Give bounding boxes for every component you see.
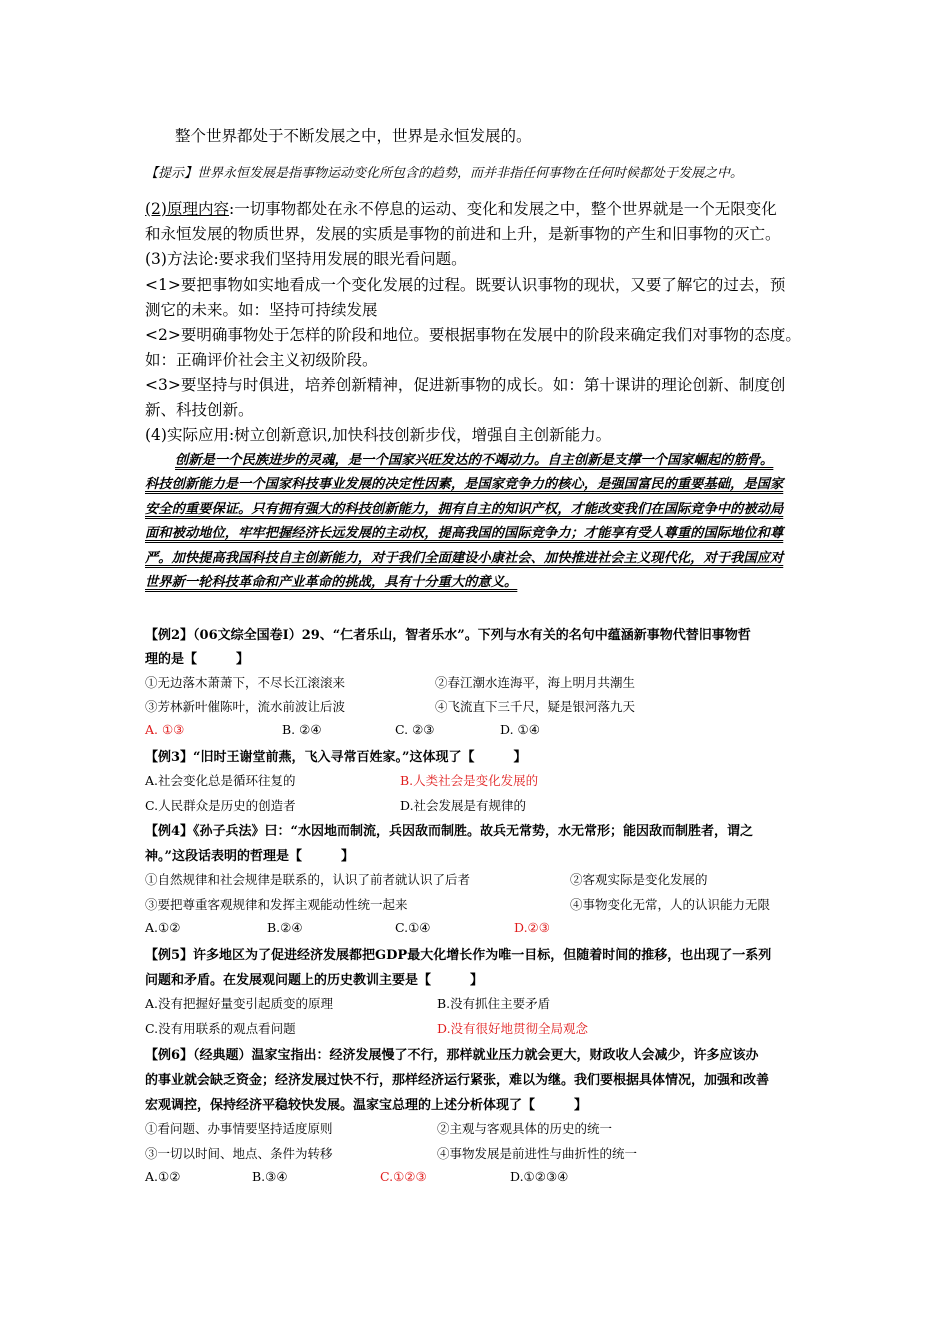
ex4-option-d-answer: D.②③: [514, 920, 550, 935]
note-line-5: 严。加快提高我国科技自主创新能力，对于我们全面建设小康社会、加快推进社会主义现代化，对于我国应对: [145, 551, 784, 566]
ex6-question-line-2: 的事业就会缺乏资金；经济发展过快不行，那样经济运行紧张，难以为继。我们要根据具体情况，加强和改善: [145, 1073, 770, 1088]
ex4-statement-1: ①自然规律和社会规律是联系的，认识了前者就认识了后者: [145, 872, 471, 887]
ex5-question-line-1: 【例5】许多地区为了促进经济发展都把GDP最大化增长作为唯一目标，但随着时间的推移，也出现了一系列: [145, 948, 772, 963]
ex3-option-a: A.社会变化总是循环往复的: [145, 773, 296, 788]
ex6-statement-3: ③一切以时间、地点、条件为转移: [145, 1146, 333, 1161]
note-line-4: 面和被动地位，牢牢把握经济长远发展的主动权，提高我国的国际竞争力；才能享有受人尊重的国际地位和尊: [145, 526, 784, 541]
ex2-option-b: B. ②④: [282, 722, 322, 737]
ex4-statement-3: ③要把尊重客观规律和发挥主观能动性统一起来: [145, 897, 408, 912]
ex2-statement-2: ②春江潮水连海平，海上明月共潮生: [435, 675, 636, 690]
principle-label: (2)原理内容: [145, 200, 229, 218]
hint-line: 【提示】世界永恒发展是指事物运动变化所包含的趋势，而并非指任何事物在任何时候都处于发展之中。: [145, 166, 744, 181]
ex5-option-a: A.没有把握好量变引起质变的原理: [145, 996, 334, 1011]
method-3-line-2: 新、科技创新。: [145, 401, 254, 419]
ex3-option-d: D.社会发展是有规律的: [400, 798, 527, 813]
application-line: (4)实际应用:树立创新意识,加快科技创新步伐，增强自主创新能力。: [145, 426, 612, 444]
method-line: (3)方法论:要求我们坚持用发展的眼光看问题。: [145, 250, 467, 268]
ex2-statement-4: ④飞流直下三千尺，疑是银河落九天: [435, 699, 636, 714]
principle-line-2: 和永恒发展的物质世界，发展的实质是事物的前进和上升，是新事物的产生和旧事物的灭亡。: [145, 225, 781, 243]
ex5-option-d-answer: D.没有很好地贯彻全局观念: [437, 1021, 589, 1036]
ex2-option-d: D. ①④: [500, 722, 540, 737]
ex4-statement-4: ④事物变化无常，人的认识能力无限: [570, 897, 771, 912]
ex4-question-line-1: 【例4】《孙子兵法》曰：“水因地而制流，兵因敌而制胜。故兵无常势，水无常形；能因敌而制胜者，谓之: [145, 824, 754, 839]
ex3-option-b-answer: B.人类社会是变化发展的: [400, 773, 539, 788]
method-1-line-2: 测它的未来。如：坚持可持续发展: [145, 301, 378, 319]
method-2-line-1: <2>要明确事物处于怎样的阶段和地位。要根据事物在发展中的阶段来确定我们对事物的态度。: [145, 326, 801, 344]
ex3-option-c: C.人民群众是历史的创造者: [145, 798, 296, 813]
ex6-option-b: B.③④: [252, 1169, 288, 1184]
ex5-option-b: B.没有抓住主要矛盾: [437, 996, 551, 1011]
ex6-option-c-answer: C.①②③: [380, 1169, 427, 1184]
note-line-3: 安全的重要保证。只有拥有强大的科技创新能力，拥有自主的知识产权，才能改变我们在国际竞争中的被动局: [145, 502, 784, 517]
ex6-option-a: A.①②: [145, 1169, 181, 1184]
ex6-statement-2: ②主观与客观具体的历史的统一: [437, 1121, 613, 1136]
method-1-line-1: <1>要把事物如实地看成一个变化发展的过程。既要认识事物的现状，又要了解它的过去，预: [145, 276, 786, 294]
note-line-2: 科技创新能力是一个国家科技事业发展的决定性因素，是国家竞争力的核心，是强国富民的重要基础，是国家: [145, 477, 784, 492]
ex2-option-c: C. ②③: [395, 722, 435, 737]
note-line-6: 世界新一轮科技革命和产业革命的挑战，具有十分重大的意义。: [145, 575, 518, 590]
ex4-statement-2: ②客观实际是变化发展的: [570, 872, 708, 887]
ex5-option-c: C.没有用联系的观点看问题: [145, 1021, 296, 1036]
ex2-option-a-answer: A. ①③: [145, 722, 185, 737]
ex6-statement-4: ④事物发展是前进性与曲折性的统一: [437, 1146, 638, 1161]
note-line-1: 创新是一个民族进步的灵魂，是一个国家兴旺发达的不竭动力。自主创新是支撑一个国家崛起的筋骨。: [175, 453, 774, 468]
ex4-option-a: A.①②: [145, 920, 181, 935]
ex6-option-d: D.①②③④: [510, 1169, 569, 1184]
method-3-line-1: <3>要坚持与时俱进，培养创新精神，促进新事物的成长。如：第十课讲的理论创新、制度创: [145, 376, 786, 394]
ex2-statement-1: ①无边落木萧萧下，不尽长江滚滚来: [145, 675, 346, 690]
principle-line-1: [145, 197, 777, 219]
ex2-question-line-2: 理的是【 】: [145, 652, 250, 667]
ex2-statement-3: ③芳林新叶催陈叶，流水前波让后波: [145, 699, 346, 714]
ex5-question-line-2: 问题和矛盾。在发展观问题上的历史教训主要是【 】: [145, 973, 484, 988]
ex6-statement-1: ①看问题、办事情要坚持适度原则: [145, 1121, 333, 1136]
principle-text-1: :一切事物都处在永不停息的运动、变化和发展之中，整个世界就是一个无限变化: [228, 200, 777, 218]
ex2-question-line-1: 【例2】（06文综全国卷Ⅰ）29、“仁者乐山，智者乐水”。下列与水有关的名句中蕴涵新事物代替旧事物哲: [145, 628, 751, 643]
ex4-option-c: C.①④: [395, 920, 431, 935]
ex4-option-b: B.②④: [267, 920, 303, 935]
method-2-line-2: 如：正确评价社会主义初级阶段。: [145, 351, 378, 369]
ex4-question-line-2: 神。”这段话表明的哲理是【 】: [145, 849, 354, 864]
ex6-question-line-1: 【例6】（经典题）温家宝指出：经济发展慢了不行，那样就业压力就会更大，财政收人会减少，许多应该办: [145, 1048, 759, 1063]
ex6-question-line-3: 宏观调控，保持经济平稳较快发展。温家宝总理的上述分析体现了【 】: [145, 1098, 588, 1113]
intro-line: 整个世界都处于不断发展之中，世界是永恒发展的。: [175, 127, 532, 145]
ex3-question: 【例3】“旧时王谢堂前燕，飞入寻常百姓家。”这体现了【 】: [145, 750, 527, 765]
